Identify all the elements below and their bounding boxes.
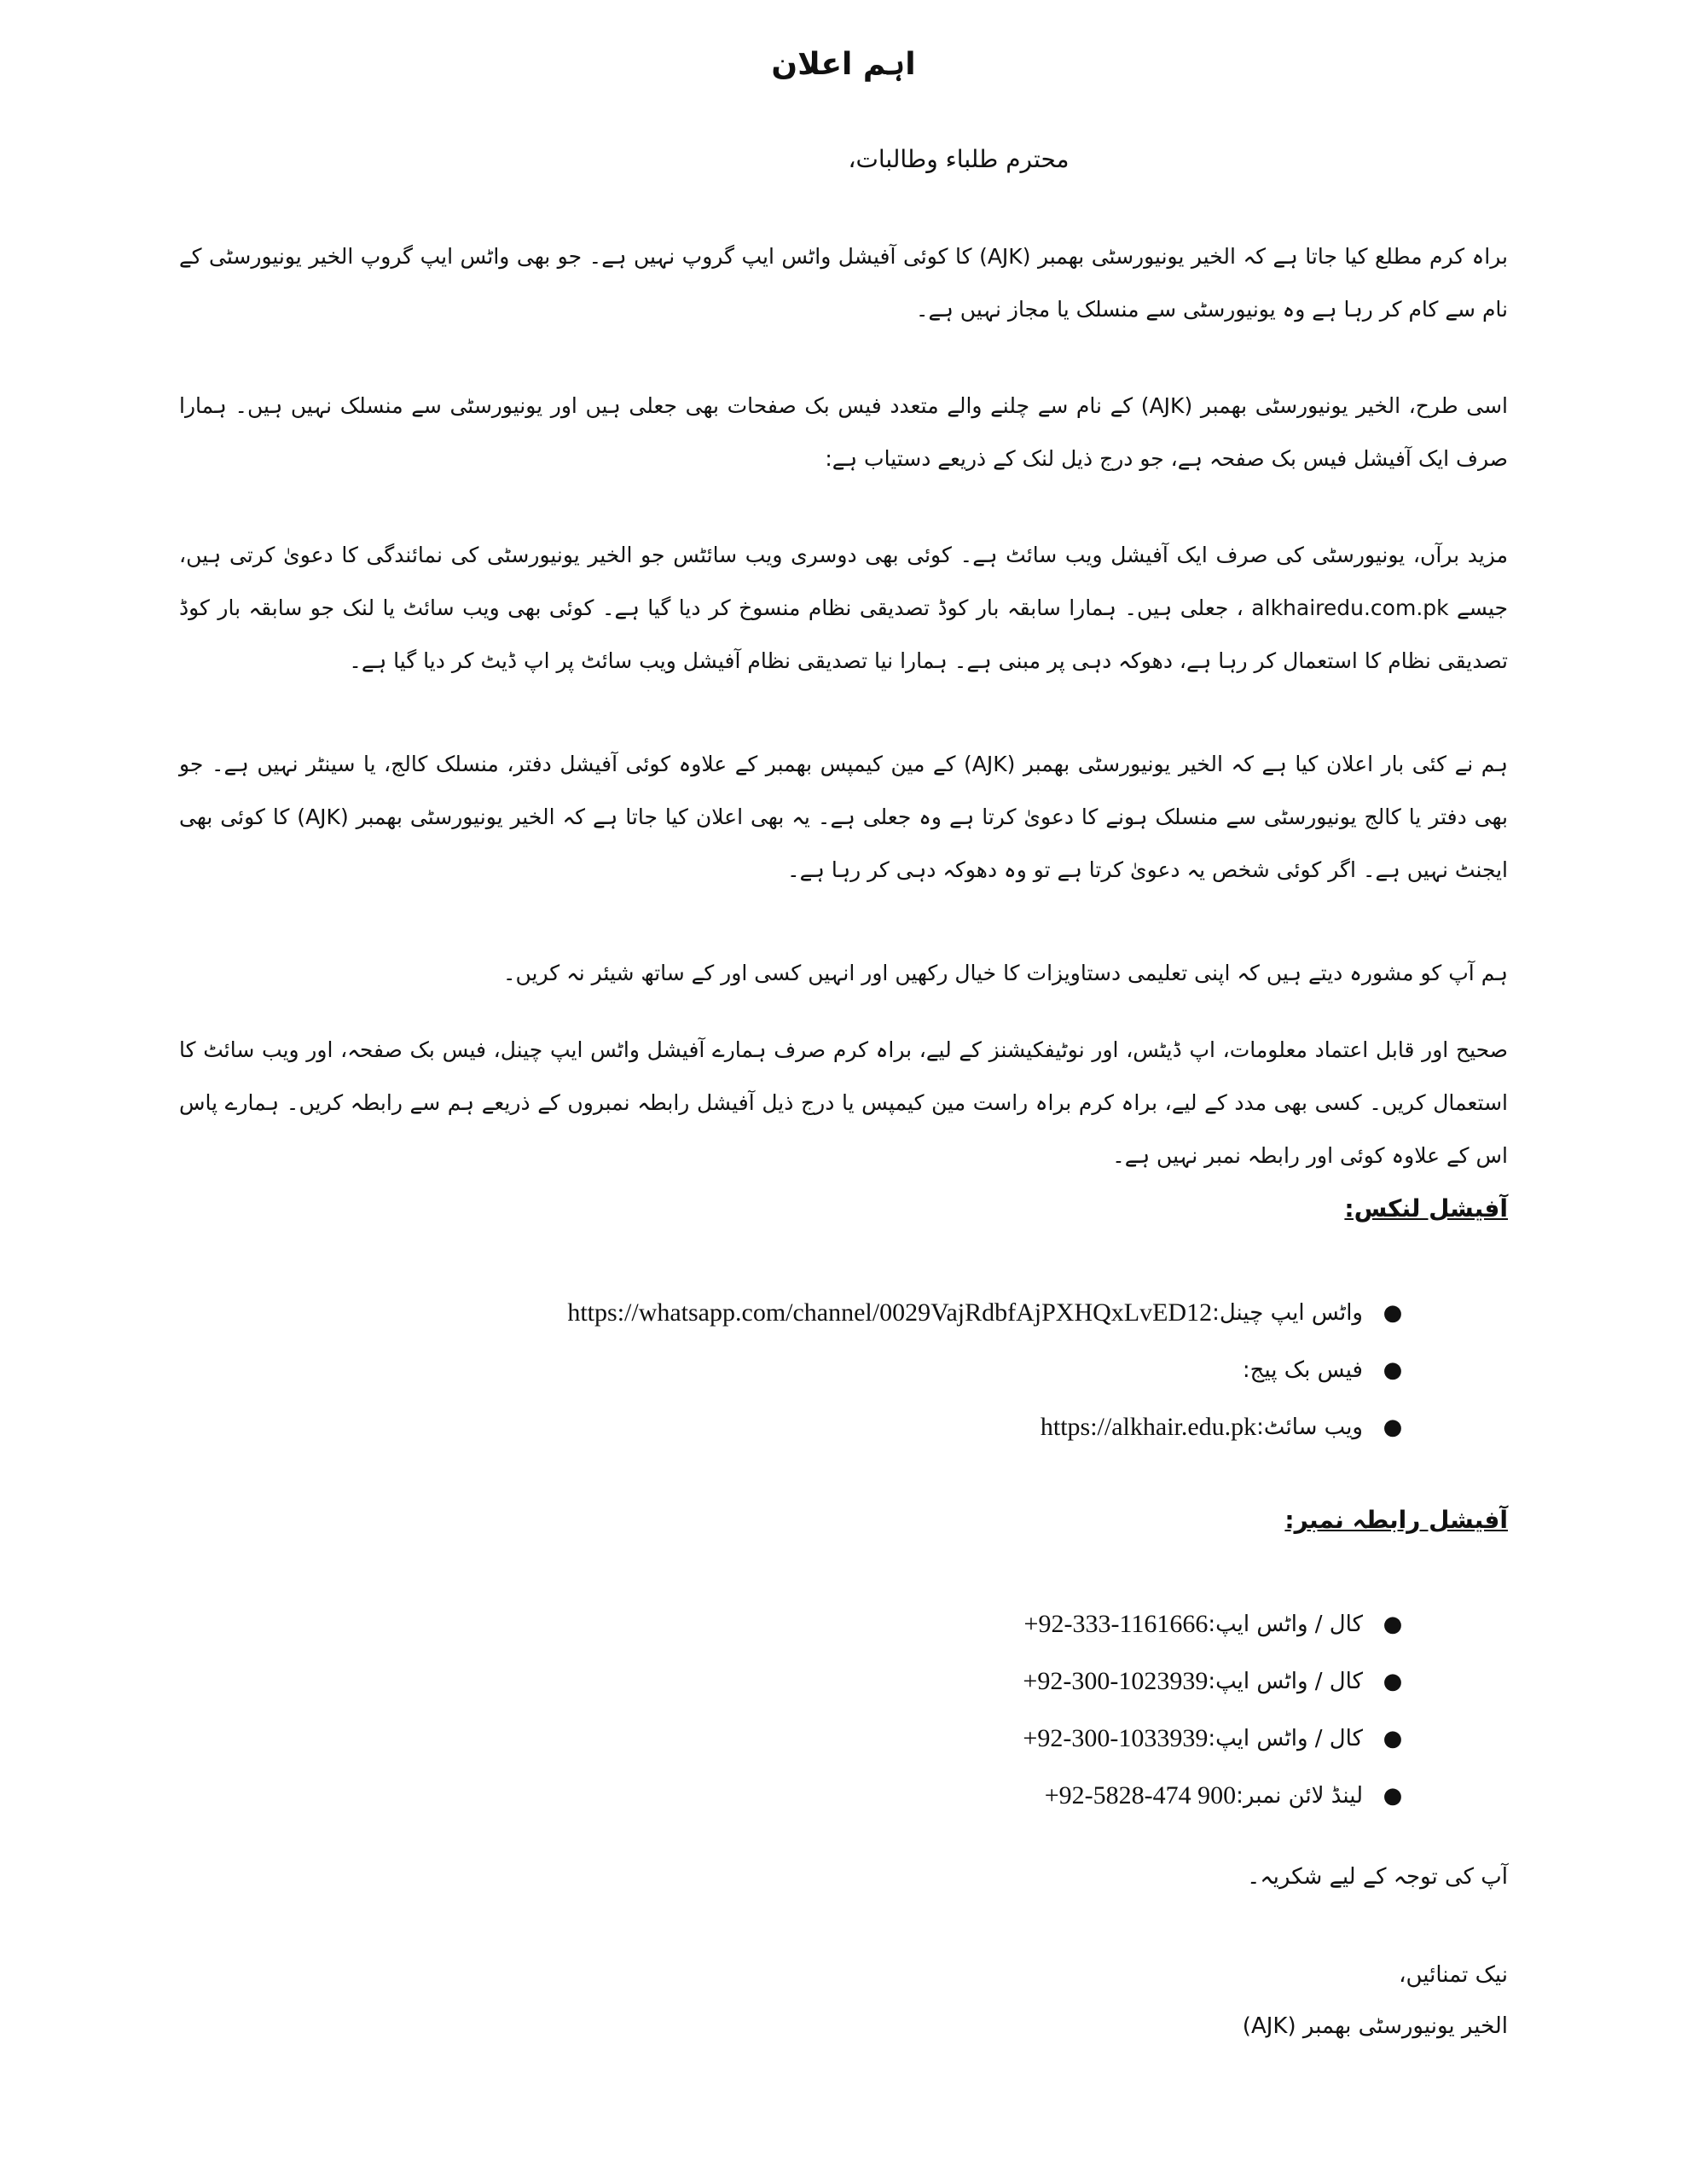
list-item-website: ● ویب سائٹ: https://alkhair.edu.pk [567,1398,1423,1455]
paragraph-facebook: اسی طرح، الخیر یونیورسٹی بھمبر (AJK) کے نام سے چلنے والے متعدد فیس بک صفحات بھی جعلی ہیں اور یونیورسٹی سے منسلک نہیں ہیں۔ ہمارا صرف ایک آفیشل فیس بک صفحہ ہے، جو درج ذیل لنک کے ذریعے دستیاب ہے: [179,393,1508,471]
signature: الخیر یونیورسٹی بھمبر (AJK) [1242,2013,1508,2039]
paragraph-website: مزید برآں، یونیورسٹی کی صرف ایک آفیشل ویب سائٹ ہے۔ کوئی بھی دوسری ویب سائٹس جو الخیر یونیورسٹی کی نمائندگی کا دعویٰ کرتی ہیں، جیسے alkhairedu.com.pk ، جعلی ہیں۔ ہمارا سابقہ بار کوڈ تصدیقی نظام منسوخ کر دیا گیا ہے۔ کوئی بھی ویب سائٹ یا لنک جو سابقہ بار کوڈ تصدیقی نظام کا استعمال کر رہا ہے، دھوکہ دہی پر مبنی ہے۔ ہمارا نیا تصدیقی نظام آفیشل ویب سائٹ پر اپ ڈیٹ کر دیا گیا ہے۔ [179,543,1509,673]
list-item-landline: ● لینڈ لائن نمبر: +92-5828-474 900 [1023,1767,1423,1824]
landline-number[interactable]: +92-5828-474 900 [1044,1780,1237,1809]
numbers-list [1023,1595,1423,1824]
bullet-icon: ● [1383,1611,1403,1637]
salutation: محترم طلباء وطالبات، [848,145,1070,173]
links-list [567,1284,1423,1455]
links-heading: آفیشل لنکس: [1344,1194,1508,1223]
numbers-heading: آفیشل رابطہ نمبر: [1284,1506,1508,1534]
list-item-phone: ● کال / واٹس ایپ: +92-300-1033939 [1023,1710,1423,1767]
closing-text: نیک تمنائیں، [1399,1962,1508,1988]
phone-number[interactable]: +92-300-1023939 [1023,1666,1209,1695]
bullet-icon: ● [1383,1356,1403,1383]
list-item-facebook-page: ● فیس بک پیج: [567,1341,1423,1398]
paragraph-advice: ہم آپ کو مشورہ دیتے ہیں کہ اپنی تعلیمی دستاویزات کا خیال رکھیں اور انہیں کسی اور کے ساتھ شیئر نہ کریں۔ [502,961,1508,985]
phone-number[interactable]: +92-300-1033939 [1023,1723,1209,1752]
bullet-icon: ● [1383,1782,1403,1809]
bullet-icon: ● [1383,1414,1403,1440]
bullet-icon: ● [1383,1299,1403,1326]
whatsapp-channel-link[interactable]: https://whatsapp.com/channel/0029VajRdbfAjPXHQxLvED12 [567,1298,1213,1327]
thanks-text: آپ کی توجہ کے لیے شکریہ۔ [1247,1864,1508,1890]
paragraph-contact: صحیح اور قابل اعتماد معلومات، اپ ڈیٹس، اور نوٹیفکیشنز کے لیے، براہ کرم صرف ہمارے آفیشل واٹس ایپ چینل، فیس بک صفحہ، اور ویب سائٹ کا استعمال کریں۔ کسی بھی مدد کے لیے، براہ کرم براہ راست مین کیمپس یا درج ذیل آفیشل رابطہ نمبروں کے ذریعے ہم سے رابطہ کریں۔ ہمارے پاس اس کے علاوہ کوئی اور رابطہ نمبر نہیں ہے۔ [179,1037,1508,1168]
document-title: اہم اعلان [771,47,916,82]
website-link[interactable]: https://alkhair.edu.pk [1040,1412,1257,1441]
paragraph-offices: ہم نے کئی بار اعلان کیا ہے کہ الخیر یونیورسٹی بھمبر (AJK) کے مین کیمپس بھمبر کے علاوہ کوئی آفیشل دفتر، منسلک کالج، یا سینٹر نہیں ہے۔ جو بھی دفتر یا کالج یونیورسٹی سے منسلک ہونے کا دعویٰ کرتا ہے وہ جعلی ہے۔ یہ بھی اعلان کیا جاتا ہے کہ الخیر یونیورسٹی بھمبر (AJK) کا کوئی بھی ایجنٹ نہیں ہے۔ اگر کوئی شخص یہ دعویٰ کرتا ہے تو وہ دھوکہ دہی کر رہا ہے۔ [179,752,1508,882]
list-item-phone: ● کال / واٹس ایپ: +92-300-1023939 [1023,1653,1423,1710]
bullet-icon: ● [1383,1725,1403,1751]
paragraph-whatsapp: براہ کرم مطلع کیا جاتا ہے کہ الخیر یونیورسٹی بھمبر (AJK) کا کوئی آفیشل واٹس ایپ گروپ نہیں ہے۔ جو بھی واٹس ایپ گروپ الخیر یونیورسٹی کے نام سے کام کر رہا ہے وہ یونیورسٹی سے منسلک یا مجاز نہیں ہے۔ [179,244,1508,322]
list-item-whatsapp-channel: ● واٹس ایپ چینل: https://whatsapp.com/channel/0029VajRdbfAjPXHQxLvED12 [567,1284,1423,1341]
phone-number[interactable]: +92-333-1161666 [1023,1609,1209,1638]
list-item-phone: ● کال / واٹس ایپ: +92-333-1161666 [1023,1595,1423,1653]
bullet-icon: ● [1383,1668,1403,1694]
